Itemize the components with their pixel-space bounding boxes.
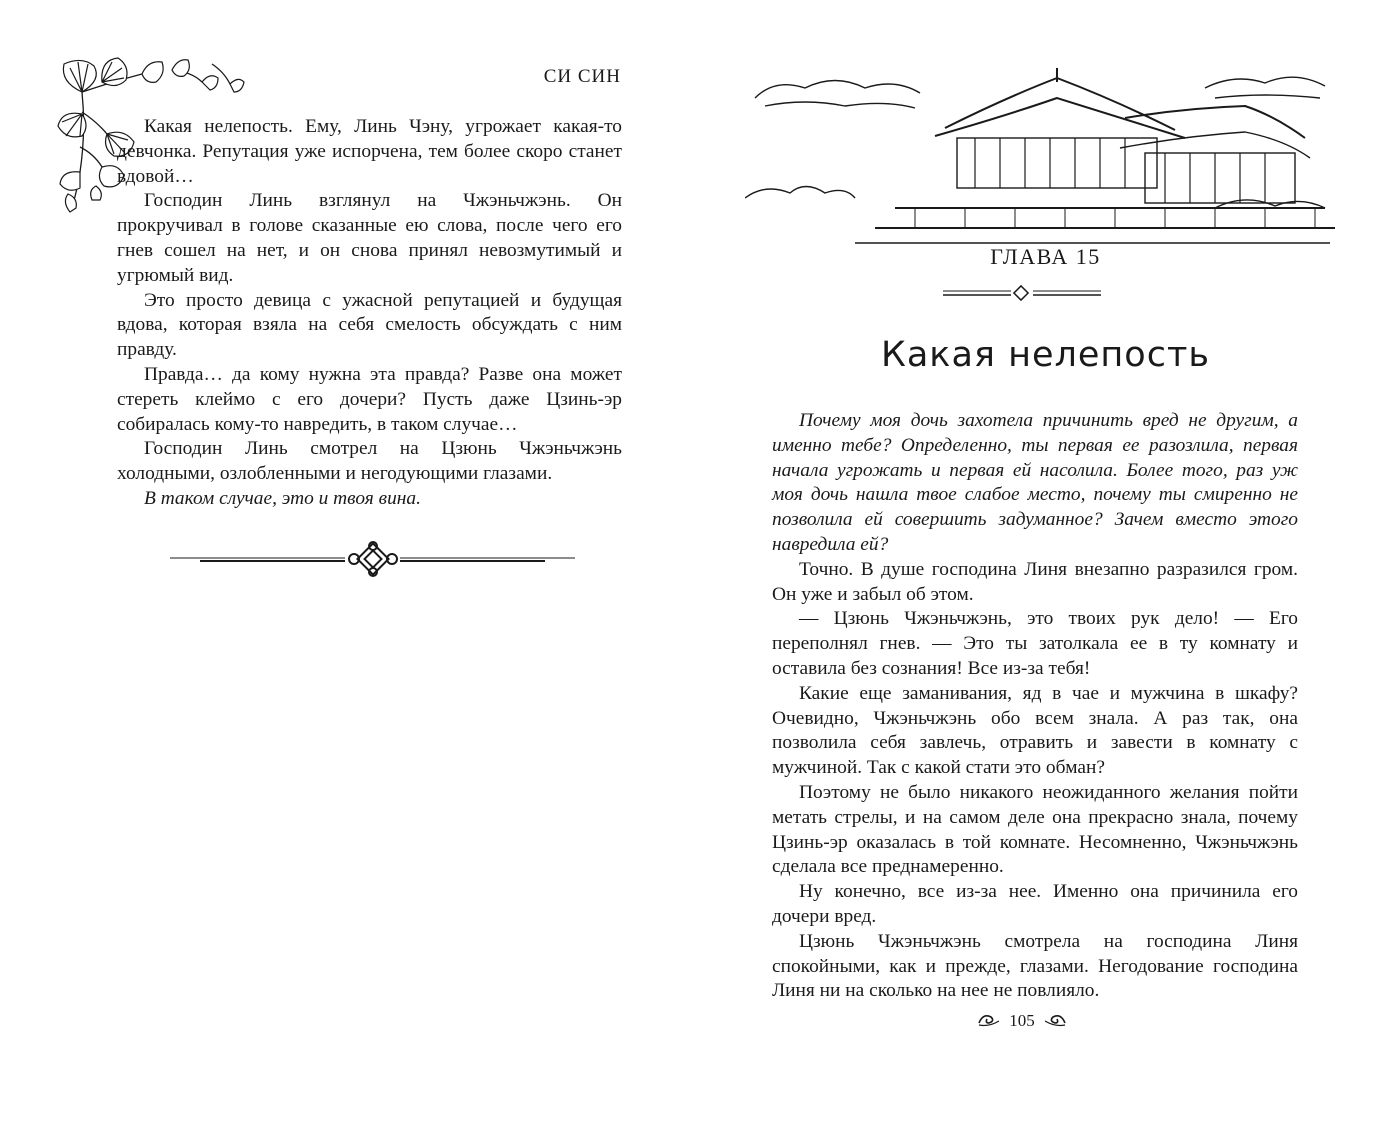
- swirl-right-icon: [1043, 1009, 1067, 1029]
- page-number-folio: [977, 1006, 1067, 1036]
- right-body-text: [772, 409, 1298, 1004]
- page-number: 105: [1009, 1011, 1035, 1030]
- chapter-label: ГЛАВА 15: [990, 244, 1101, 269]
- paragraph-italic: Почему моя дочь захотела причинить вред не другим, а именно тебе? Определенно, ты первая ее разозлила, первая начала угрожать и первая ей насолила. Более того, раз уж моя дочь нашла твое слабое место, почему ты смиренно не позволила ей совершить задуманное? Зачем вместо этого навредила ей?: [772, 410, 1298, 555]
- paragraph: Какие еще заманивания, яд в чае и мужчина в шкафу? Очевидно, Чжэньчжэнь обо всем знала. А раз так, она позволила себя завлечь, отравить и завести в комнату с мужчиной. Так с какой стати это обман?: [772, 682, 1298, 779]
- right-page: [697, 0, 1394, 1125]
- paragraph: Господин Линь взглянул на Чжэньчжэнь. Он прокручивал в голове сказанные ею слова, после чего его гнев сошел на нет, и он снова принял невозмутимый и угрюмый вид.: [117, 190, 622, 286]
- left-body-text: [117, 115, 622, 512]
- paragraph: Какая нелепость. Ему, Линь Чэну, угрожает какая-то девчонка. Репутация уже испорчена, тем более скоро станет вдовой…: [117, 116, 622, 187]
- paragraph: Господин Линь смотрел на Цзюнь Чжэньчжэнь холодными, озлобленными и негодующими глазами.: [117, 438, 622, 485]
- paragraph: Ну конечно, все из-за нее. Именно она причинила его дочери вред.: [772, 881, 1298, 927]
- paragraph: — Цзюнь Чжэньчжэнь, это твоих рук дело! — Его переполнял гнев. — Это ты затолкала ее в ту комнату и оставила без сознания! Все из-за тебя!: [772, 608, 1298, 679]
- palace-illustration-icon: [745, 58, 1335, 258]
- paragraph: Точно. В душе господина Линя внезапно разразился гром. Он уже и забыл об этом.: [772, 558, 1298, 605]
- paragraph: Цзюнь Чжэньчжэнь смотрела на господина Линя спокойными, как и прежде, глазами. Негодование господина Линя ни на сколько на нее не повлияло.: [772, 930, 1298, 1002]
- paragraph: Это просто девица с ужасной репутацией и будущая вдова, которая взяла на себя смелость обсуждать с ним правду.: [117, 289, 622, 361]
- endless-knot-icon: [170, 540, 575, 580]
- paragraph-italic: В таком случае, это и твоя вина.: [144, 487, 421, 509]
- paragraph: Правда… да кому нужна эта правда? Разве она может стереть клеймо с его дочери? Пусть даже Цзинь-эр собиралась кому-то навредить, в таком случае…: [117, 363, 622, 435]
- paragraph: Поэтому не было никакого неожиданного желания пойти метать стрелы, и на самом деле она прекрасно знала, почему Цзинь-эр оказалась в той комнате. Несомненно, Чжэньчжэнь сделала все преднамеренно.: [772, 781, 1298, 878]
- running-head: СИ СИН: [543, 66, 621, 87]
- chapter-rule: [943, 285, 1101, 301]
- chapter-title: Какая нелепость: [881, 335, 1210, 376]
